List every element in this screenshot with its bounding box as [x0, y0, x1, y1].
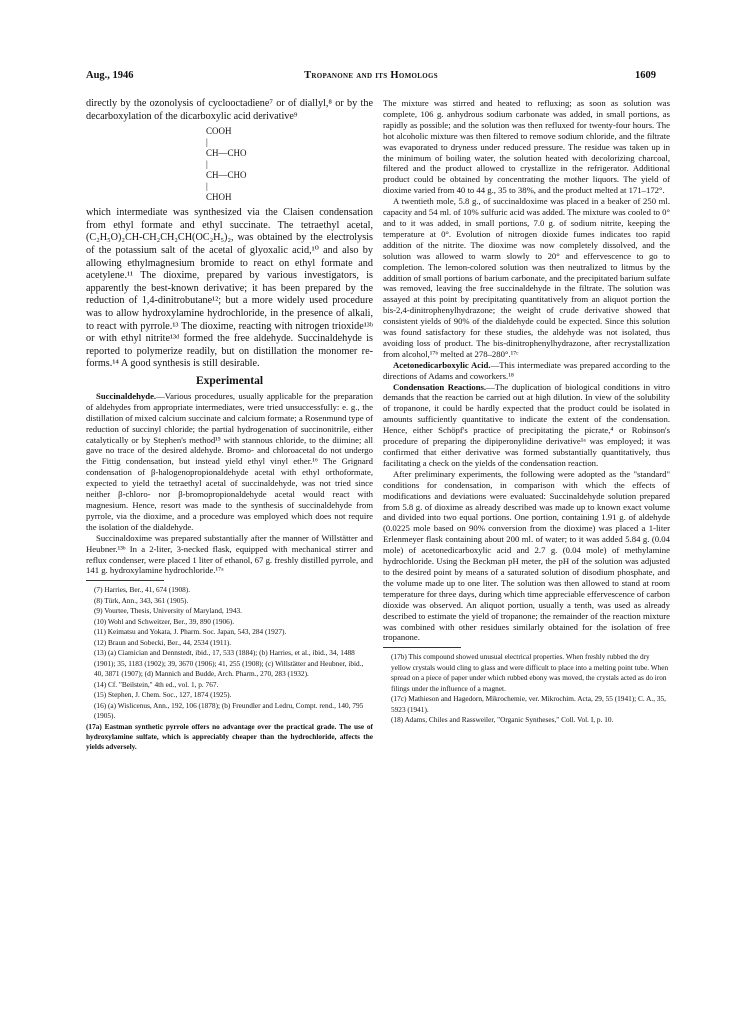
right-column — [383, 98, 670, 726]
chemical-structure — [206, 126, 373, 203]
structure-bond: | — [206, 181, 208, 192]
footnote: (14) Cf. "Beilstein," 4th ed., vol. 1, p. 767. — [94, 679, 219, 689]
header-date: Aug., 1946 — [86, 70, 134, 81]
footnote: (8) Türk, Ann., 343, 361 (1905). — [94, 595, 189, 605]
body-paragraph: which intermediate was synthesized via the Claisen condensation from ethyl formate and ethyl succinate. The tetraethyl acetal, (C₂H₅O)₂CH-CH₂CH₂CH(OC₂H₅)₂, was obtained by the electrolysis of the potassium salt of the acetal of glyoxalic acid,¹⁰ and also by allowing ethylmagnesium bromide to react on ethyl formate and acetylene.¹¹ The dioxime, prepared by various investigators, is apparently the best-known derivative; it has been prepared by the reduction of 1,4-dinitrobutane¹²; but a more widely used procedure was to allow hydroxylamine hydrochloride, in the presence of alkali, to react with pyrrole.¹³ The dioxime, reacting with nitrogen trioxide¹³ᵇ or with ethyl nitrite¹³ᵈ formed the free aldehyde. Succinaldehyde is reported to polymerize readily, but on distillation the monomer re-forms.¹⁴ A good synthesis is still desirable. — [86, 207, 373, 370]
body-paragraph: The mixture was stirred and heated to refluxing; as soon as solution was complete, 106 g. anhydrous sodium carbonate was added, in small portions, as rapidly as possible; and the solution was then refluxed for twenty-four hours. The hot alcoholic mixture was then filtered to remove sodium chloride, and the filtrate was evaporated to dryness under reduced pressure. The residue was taken up in the minimum of boiling water, the solution heated with decolorizing charcoal, filtered and the product allowed to crystallize in the refrigerator. Additional product could be obtained by concentrating the mother liquors. The yield of dioxime varied from 40 to 44 g., 35 to 38%, and the product melted at 171–172°. — [383, 98, 670, 196]
paragraph-heading: Acetonedicarboxylic Acid. — [393, 359, 491, 370]
body-paragraph: A twentieth mole, 5.8 g., of succinaldoxime was placed in a beaker of 250 ml. capacity and 54 ml. of 10% sulfuric acid was added. The mixture was cooled to 0° and to it was added, in small portions, 7.0 g. of sodium nitrite, keeping the temperature at 0°. Evolution of nitrogen dioxide fumes indicates too rapid addition of the nitrite. The dioxime was now completely dissolved, and the solution was allowed to warm slowly to 20° and effervescence to go to completion. The lemon-colored solution was then neutralized to litmus by the addition of small portions of barium carbonate, and the precipitated barium sulfate was removed, leaving the free succinaldehyde in the filtrate. The solution was assayed at this point by precipitating quantitatively from an aliquot portion the bis-2,4-dinitrophenylhydrazone; the weight of crude derivative showed that consistent yields of 90% of the dialdehyde could be expected. Since this solution was found satisfactory for these studies, the aldehyde was not isolated, thus avoiding loss of product. The bis-dinitrophenylhydrazone, after recrystallization from alcohol,¹⁷ᵇ melted at 278–280°.¹⁷ᶜ — [383, 196, 670, 359]
footnote: (13) (a) Ciamician and Dennstedt, ibid., 17, 533 (1884); (b) Harries, et al., ibid., 34, 1488 (1901); 35, 1183 (1902); 39, 3670 (1906); 41, 255 (1908); (c) Willstätter and Heubner, ibid., 40, 3871 (1907); (d) Mannich and Budde, Arch. Pharm., 270, 283 (1932). — [94, 648, 364, 679]
footnote-17a: (17a) Eastman synthetic pyrrole offers no advantage over the practical grade. The use of hydroxylamine sulfate, which is appreciably cheaper than the hydrochloride, affects the yields adversely. — [86, 721, 373, 752]
succinaldehyde-paragraph — [86, 391, 373, 533]
left-column — [86, 98, 373, 752]
footnote: (15) Stephen, J. Chem. Soc., 127, 1874 (1925). — [94, 690, 232, 700]
structure-bond: | — [206, 137, 208, 148]
footnotes — [383, 652, 670, 726]
footnote: (12) Braun and Sobecki, Ber., 44, 2534 (1911). — [94, 637, 232, 647]
intro-text: directly by the ozonolysis of cyclooctadiene⁷ or of diallyl,⁸ or by the decarboxylation of the dicarboxylic acid derivative⁹ — [86, 98, 373, 122]
body-paragraph: After preliminary experiments, the following were adopted as the "standard" conditions for condensation, in comparison with which the effects of modifications and deviations were evaluated: Succinaldehyde solution prepared from 5.8 g. of dioxime as already described was made up to known exact volume and divided into two equal portions. One portion, containing 1.91 g. of aldehyde (0.0225 mole based on 90% conversion from the dioxime) was placed a 1-liter Erlenmeyer flask containing about 200 ml. of water; to it was added 5.84 g. (0.04 mole) of acetonedicarboxylic acid and 2.7 g. (0.04 mole) of methylamine hydrochloride. Using the Beckman pH meter, the pH of the solution was adjusted to the desired point by means of a saturated solution of disodium phosphate, and the volume made up to one liter. The solution was then allowed to stand at room temperature for three days, during which time appreciable effervescence of carbon dioxide was observed. An aliquot portion, usually a tenth, was used as already described to estimate the yield of tropanone; the remainder of the reaction mixture was combined with other residues similarly obtained for the isolation of free tropanone. — [383, 468, 670, 643]
section-heading: Experimental — [195, 374, 264, 387]
structure-line: COOH — [206, 126, 232, 137]
structure-line: CH—CHO — [206, 170, 247, 181]
footnote: (9) Vourtee, Thesis, University of Maryland, 1943. — [94, 606, 242, 616]
paragraph-heading: Succinaldehyde. — [96, 390, 157, 401]
condensation-paragraph — [383, 382, 670, 469]
header-title: Tropanone and its Homologs — [304, 70, 438, 81]
acetonedicarboxylic-paragraph — [383, 360, 670, 382]
structure-line: CH—CHO — [206, 148, 247, 159]
footnote-rule — [86, 580, 164, 581]
paragraph-heading: Condensation Reactions. — [393, 381, 487, 392]
paragraph-text: —This intermediate was prepared according to the directions of Adams and coworkers.¹⁸ — [383, 359, 670, 381]
running-header — [86, 70, 656, 86]
footnote: (10) Wohl and Schweitzer, Ber., 39, 890 (1906). — [94, 616, 235, 626]
footnote: (17b) This compound showed unusual electrical properties. When freshly rubbed the dry yellow crystals would cling to glass and were difficult to place into a melting point tube. When spread on a piece of paper under which rubbed ebony was moved, the crystals acted as do iron filings under the influence of a magnet. — [391, 652, 669, 693]
paragraph-text: —The duplication of biological conditions in vitro demands that the reaction be carried out at high dilution. In view of the solubility of tropanone, it could be hardly expected that the product could be isolated in amounts sufficiently quantitative to indicate the extent of the condensation. Hence, either Schöpf's practice of precipitating the picrate,⁴ or Robinson's procedure of preparing the dipiperonylidine derivative¹ᵃ was employed; it was confirmed that either derivative was formed substantially quantitatively, thus facilitating a check on the yields of the condensation reaction. — [383, 381, 670, 468]
footnotes — [86, 585, 373, 752]
body-paragraph: Succinaldoxime was prepared substantially after the manner of Willstätter and Heubner.¹³ᵇ In a 2-liter, 3-necked flask, equipped with mechanical stirrer and reflux condenser, were placed 1 liter of ethanol, 67 g. freshly distilled pyrrole, and 141 g. hydroxylamine hydrochloride.¹⁷ᵃ — [86, 532, 373, 576]
footnote-rule — [383, 647, 461, 648]
paragraph-text: —Various procedures, usually applicable for the preparation of aldehydes from appropriate intermediates, were tried unsuccessfully: e. g., the distillation of mixed calcium succinate and calcium formate; a Rosenmund type of reduction of succinyl chloride; the partial hydrogenation of succinonitrile, either catalytically or by Stephen's method¹⁵ with stannous chloride, to the diimine; all gave no trace of the desired aldehyde. Bromo- and chloroacetal do not undergo the Fittig condensation, but instead yield ethyl vinyl ether.¹⁶ The Grignard condensation of β-halogenopropionaldehyde acetal with ethyl orthoformate, expected to yield the tetraethyl acetal of succinaldehyde, was not tried since neither β-chloro- nor β-bromopropionaldehyde acetal would react with magnesium. Hence, resort was made to the synthesis of succinaldehyde from pyrrole, via the dioxime, and a procedure was employed which does not require the isolation of the dialdehyde. — [86, 390, 373, 532]
footnote: (11) Keimatsu and Yokata, J. Pharm. Soc. Japan, 543, 284 (1927). — [94, 627, 287, 637]
structure-bond: | — [206, 159, 208, 170]
footnote: (18) Adams, Chiles and Rassweiler, "Organic Syntheses," Coll. Vol. I, p. 10. — [391, 715, 614, 725]
footnote: (16) (a) Wislicenus, Ann., 192, 106 (1878); (b) Freundler and Ledru, Compt. rend., 140, 795 (1905). — [94, 700, 364, 721]
footnote: (7) Harries, Ber., 41, 674 (1908). — [94, 585, 191, 595]
header-page-number: 1609 — [635, 70, 656, 81]
footnote: (17c) Mathieson and Hagedorn, Mikrochemie, ver. Mikrochim. Acta, 29, 55 (1941); C. A., 35, 5923 (1941). — [391, 694, 666, 714]
structure-line: CHOH — [206, 192, 232, 203]
